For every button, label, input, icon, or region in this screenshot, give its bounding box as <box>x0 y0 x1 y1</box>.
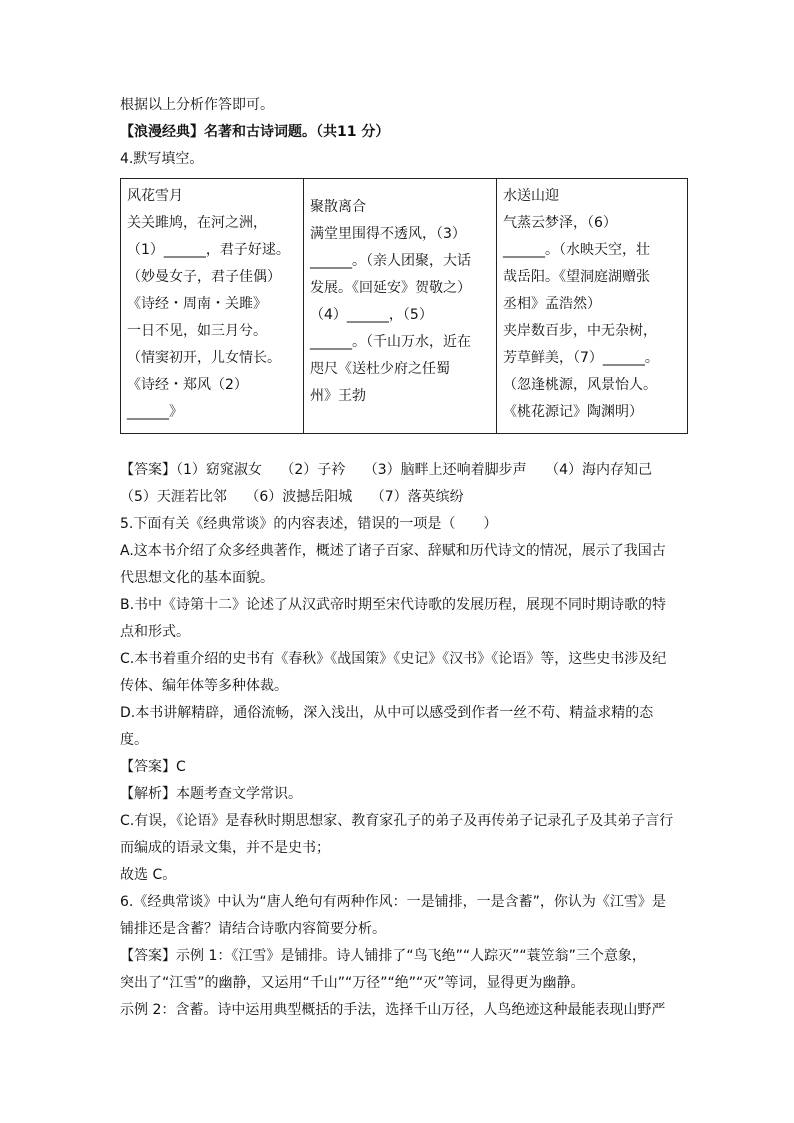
question-4-title: 4.默写填空。 <box>120 151 204 167</box>
answer-line: 【答案】示例 1：《江雪》是铺排。诗人铺排了“鸟飞绝”“人踪灭”“蓑笠翁”三个意象， <box>120 948 646 964</box>
text-line: 根据以上分析作答即可。 <box>120 97 274 113</box>
section-heading: 【浪漫经典】名著和古诗词题。（共11 分） <box>120 124 390 140</box>
cell-line: 风花雪月 <box>127 188 183 204</box>
cell-line: ______》 <box>127 404 183 420</box>
cell-line: ______。（亲人团聚，大话 <box>310 253 471 269</box>
cell-line: （4）______，（5） <box>310 307 433 323</box>
option-a-cont: 代思想文化的基本面貌。 <box>120 570 274 586</box>
cell-line: 《诗经・周南・关雎》 <box>127 296 267 312</box>
option-d: D.本书讲解精辟，通俗流畅，深入浅出，从中可以感受到作者一丝不苟、精益求精的态 <box>120 705 654 721</box>
cell-line: 聚散离合 <box>310 199 366 215</box>
answer-line: 示例 2：含蓄。诗中运用典型概括的手法，选择千山万径，人鸟绝迹这种最能表现山野严 <box>120 1002 666 1018</box>
cell-line: （情窦初开，儿女情长。 <box>127 350 281 366</box>
cell-line: 芳草鲜美，（7）______。 <box>503 350 659 366</box>
option-a: A.这本书介绍了众多经典著作，概述了诸子百家、辞赋和历代诗文的情况，展示了我国古 <box>120 543 666 559</box>
answer-line: 【答案】（1）窈窕淑女 （2）子衿 （3）脑畔上还响着脚步声 （4）海内存知己 <box>120 462 652 478</box>
cell-line: （妙曼女子，君子佳偶） <box>127 269 281 285</box>
analysis-line: 故选 C。 <box>120 867 177 883</box>
poem-fill-table <box>120 178 688 434</box>
cell-line: （1）______，君子好逑。 <box>127 242 290 258</box>
cell-line: （忽逢桃源，风景怡人。 <box>503 377 657 393</box>
answer-line: 【答案】C <box>120 759 186 775</box>
option-b: B.书中《诗第十二》论述了从汉武帝时期至宋代诗歌的发展历程，展现不同时期诗歌的特 <box>120 597 667 613</box>
analysis-line: 【解析】本题考查文学常识。 <box>120 786 302 802</box>
question-6: 6.《经典常谈》中认为“唐人绝句有两种作风：一是铺排，一是含蓄”，你认为《江雪》是 <box>120 894 666 910</box>
cell-line: 州》王勃 <box>310 388 366 404</box>
cell-line: 咫尺《送杜少府之任蜀 <box>310 361 450 377</box>
cell-line: 《桃花源记》陶渊明） <box>503 404 643 420</box>
cell-line: 一日不见，如三月兮。 <box>127 323 267 339</box>
cell-line: 发展。《回延安》贺敬之） <box>310 280 471 296</box>
analysis-line: 而编成的语录文集，并不是史书； <box>120 840 330 856</box>
answer-line: 突出了“江雪”的幽静，又运用“千山”“万径”“绝”“灭”等词，显得更为幽静。 <box>120 975 585 991</box>
option-c: C.本书着重介绍的史书有《春秋》《战国策》《史记》《汉书》《论语》等，这些史书涉及纪 <box>120 651 667 667</box>
cell-line: 《诗经・郑风（2） <box>127 377 248 393</box>
question-5: 5.下面有关《经典常谈》的内容表述，错误的一项是（ ） <box>120 516 498 532</box>
cell-line: ______。（水映天空，壮 <box>503 242 650 258</box>
cell-line: 关关雎鸠，在河之洲， <box>127 215 267 231</box>
cell-line: 气蒸云梦泽，（6） <box>503 215 617 231</box>
option-b-cont: 点和形式。 <box>120 624 190 640</box>
cell-line: 丞相》孟浩然） <box>503 296 601 312</box>
option-d-cont: 度。 <box>120 732 148 748</box>
answer-line: （5）天涯若比邻 （6）波撼岳阳城 （7）落英缤纷 <box>120 489 464 505</box>
cell-line: ______。（千山万水，近在 <box>310 334 471 350</box>
table-cell-1 <box>121 179 304 434</box>
table-cell-2 <box>304 179 497 434</box>
cell-line: 水送山迎 <box>503 188 559 204</box>
cell-line: 夹岸数百步，中无杂树， <box>503 323 657 339</box>
question-6-cont: 铺排还是含蓄？请结合诗歌内容简要分析。 <box>120 921 386 937</box>
cell-line: 满堂里围得不透风，（3） <box>310 226 466 242</box>
table-cell-3 <box>497 179 688 434</box>
cell-line: 哉岳阳。《望洞庭湖赠张 <box>503 269 650 285</box>
option-c-cont: 传体、编年体等多种体裁。 <box>120 678 288 694</box>
analysis-line: C.有误，《论语》是春秋时期思想家、教育家孔子的弟子及再传弟子记录孔子及其弟子言行 <box>120 813 674 829</box>
